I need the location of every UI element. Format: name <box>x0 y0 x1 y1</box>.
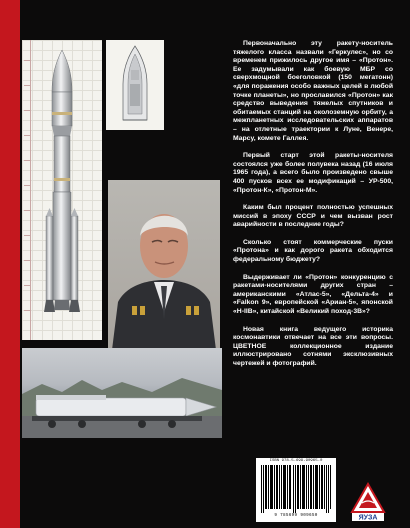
paragraph-question-competition: Выдерживает ли «Протон» конкуренцию с ракетами-носителями других стран – американскими «Атлас-5», «Дельта-4» и «Falkon 9», европейской «Ариан-5», японской «H-IIB», китайской «Великий поход-3В»? <box>233 273 393 316</box>
rocket-on-railcar-image <box>22 348 222 438</box>
isbn-label: ISBN 978-5-699-90965-0 <box>269 459 323 463</box>
rocket-transport-photo <box>22 348 222 438</box>
barcode <box>256 458 336 522</box>
svg-text:ЯУЗА: ЯУЗА <box>358 514 378 522</box>
fairing-cutaway-drawing <box>106 40 164 130</box>
paragraph-conclusion: Новая книга ведущего историка космонавтики отвечает на все эти вопросы. ЦВЕТНОЕ коллекционное издание иллюстрировано сотнями эксклюзивных чертежей и фотографий. <box>233 325 393 367</box>
portrait-figure <box>108 180 220 350</box>
paragraph-question-success: Каким был процент полностью успешных миссий в эпоху СССР и чем вызван рост аварийности в последние годы? <box>233 204 393 229</box>
red-spine-bar <box>0 0 20 528</box>
paragraph-first-launch: Первый старт этой ракеты-носителя состоялся уже более полувека назад (16 июля 1965 года), а всего было произведено свыше 400 пусков всех ее модификаций – УР-500, «Протон-К», «Протон-М». <box>233 152 393 194</box>
yauza-logo <box>350 482 386 522</box>
paragraph-intro: Первоначально эту ракету-носитель тяжелого класса назвали «Геркулес», но со временем прижилось другое имя – «Протон». Ее задумывали как боевую МБР со сверхмощной боеголовкой (150 мегатонн) «для поражения особо важных целей в любой точке планеты», но прославился «Протон» как средство выведения тяжелых спутников и обитаемых станций на околоземную орбиту, а межпланетных исследовательских аппаратов – на отлетные траектории к Луне, Венере, Марсу, комете Галлея. <box>233 40 393 142</box>
designer-portrait <box>108 180 220 350</box>
height-scale <box>24 40 31 340</box>
paragraph-question-cost: Сколько стоят коммерческие пуски «Протона» и как дорого ракета обходится федеральному бюджету? <box>233 238 393 264</box>
barcode-bars <box>260 465 332 513</box>
cover-text <box>233 40 393 378</box>
barcode-number: 9 785699 909650 <box>274 513 318 518</box>
rocket-drawing-panel <box>22 40 102 340</box>
proton-rocket-drawing <box>22 40 102 340</box>
fairing-drawing-panel <box>106 40 164 130</box>
publisher-logo <box>350 482 386 522</box>
